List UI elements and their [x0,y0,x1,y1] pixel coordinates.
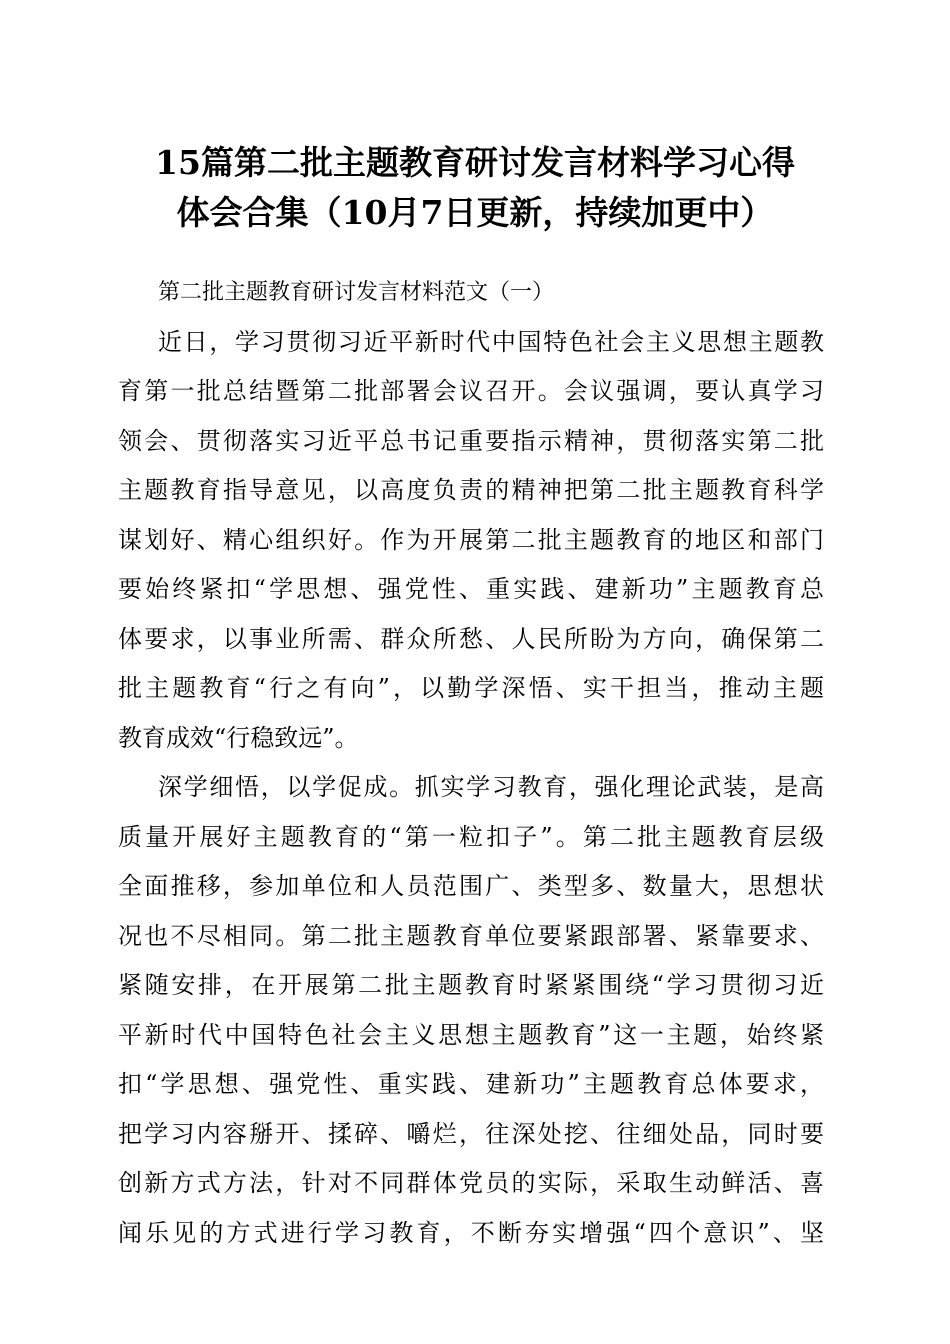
paragraph-line: 领会、贯彻落实习近平总书记重要指示精神，贯彻落实第二批 [118,426,824,455]
document-body [118,268,824,1258]
paragraph-line: 扣“学思想、强党性、重实践、建新功”主题教育总体要求， [118,1070,824,1098]
paragraph-line: 要始终紧扣“学思想、强党性、重实践、建新功”主题教育总 [118,575,824,603]
paragraph-line: 深学细悟，以学促成。抓实学习教育，强化理论武装，是高 [158,773,824,801]
paragraph-line: 体要求，以事业所需、群众所愁、人民所盼为方向，确保第二 [118,624,824,653]
paragraph-line: 全面推移，参加单位和人员范围广、类型多、数量大，思想状 [118,872,824,900]
paragraph-line: 教育成效“行稳致远”。 [118,723,359,752]
paragraph-line: 近日，学习贯彻习近平新时代中国特色社会主义思想主题教 [158,327,824,356]
title-line-2: 体会合集（10月7日更新，持续加更中） [176,193,774,232]
paragraph-line: 创新方式方法，针对不同群体党员的实际，采取生动鲜活、喜 [118,1169,824,1197]
paragraph-line: 谋划好、精心组织好。作为开展第二批主题教育的地区和部门 [118,525,824,554]
paragraph-line: 主题教育指导意见，以高度负责的精神把第二批主题教育科学 [118,476,824,504]
paragraph-1 [118,318,824,764]
section-heading: 第二批主题教育研讨发言材料范文（一） [158,280,555,305]
paragraph-line: 闻乐见的方式进行学习教育，不断夯实增强“四个意识”、坚 [118,1218,824,1247]
title-line-1: 15篇第二批主题教育研讨发言材料学习心得 [155,143,795,182]
paragraph-line: 紧随安排，在开展第二批主题教育时紧紧围绕“学习贯彻习近 [118,971,824,999]
paragraph-2 [118,763,824,1258]
paragraph-line: 把学习内容掰开、揉碎、嚼烂，往深处挖、往细处品，同时要 [118,1119,824,1148]
paragraph-line: 质量开展好主题教育的“第一粒扣子”。第二批主题教育层级 [118,822,824,851]
paragraph-line: 平新时代中国特色社会主义思想主题教育”这一主题，始终紧 [118,1020,824,1049]
paragraph-line: 况也不尽相同。第二批主题教育单位要紧跟部署、紧靠要求、 [118,921,824,950]
document-title [110,138,840,238]
paragraph-line: 育第一批总结暨第二批部署会议召开。会议强调，要认真学习 [118,377,824,405]
paragraph-line: 批主题教育“行之有向”，以勤学深悟、实干担当，推动主题 [118,674,824,702]
